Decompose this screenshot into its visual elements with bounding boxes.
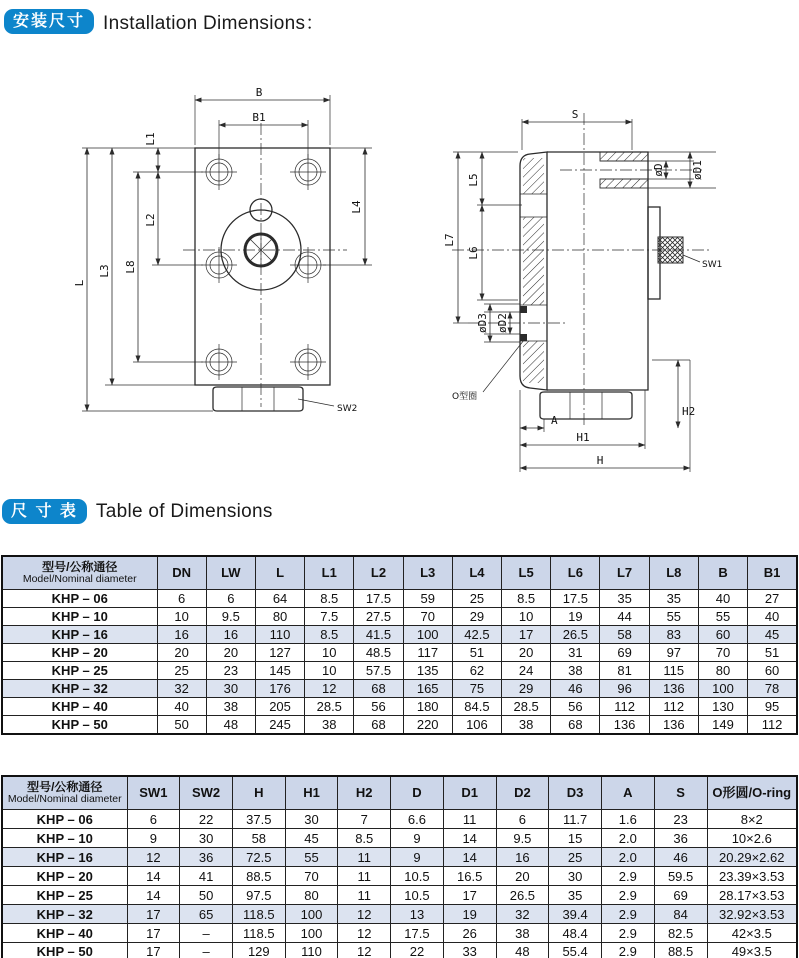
table-row	[2, 680, 797, 698]
value-cell: 51	[452, 644, 501, 662]
table-row	[2, 590, 797, 608]
value-cell: 55.4	[549, 943, 602, 958]
value-cell: 81	[600, 662, 649, 680]
value-cell: 11	[443, 810, 496, 829]
value-cell: 6	[496, 810, 549, 829]
dim-label-h2: H2	[682, 405, 696, 418]
value-cell: 30	[549, 867, 602, 886]
value-cell: 6	[127, 810, 180, 829]
value-cell: 97	[649, 644, 698, 662]
sw1-nut	[658, 237, 683, 263]
value-cell: 56	[551, 698, 600, 716]
model-cell: KHP – 40	[2, 924, 127, 943]
value-cell: 9.5	[206, 608, 255, 626]
dim-label-l5: L5	[467, 173, 480, 187]
o-ring-label: O型圈	[452, 392, 478, 402]
dim-label-b1: B1	[252, 111, 266, 124]
value-cell: 28.5	[305, 698, 354, 716]
value-cell: 17	[127, 943, 180, 958]
value-cell: 70	[285, 867, 338, 886]
value-cell: 16	[496, 848, 549, 867]
value-cell: 72.5	[232, 848, 285, 867]
value-cell: 20.29×2.62	[707, 848, 797, 867]
table-row	[2, 608, 797, 626]
value-cell: 30	[206, 680, 255, 698]
column-header: DN	[157, 556, 206, 590]
value-cell: 2.0	[601, 848, 654, 867]
value-cell: 165	[403, 680, 452, 698]
value-cell: 16	[157, 626, 206, 644]
model-cell: KHP – 50	[2, 716, 157, 734]
value-cell: 39.4	[549, 905, 602, 924]
model-cell: KHP – 06	[2, 810, 127, 829]
installation-dimensions-drawing	[0, 55, 799, 495]
value-cell: 49×3.5	[707, 943, 797, 958]
value-cell: 40	[157, 698, 206, 716]
value-cell: 97.5	[232, 886, 285, 905]
column-header: S	[654, 776, 707, 810]
column-header: H2	[338, 776, 391, 810]
model-cell: KHP – 32	[2, 905, 127, 924]
dim-label-sw2: SW2	[337, 404, 358, 414]
value-cell: 42.5	[452, 626, 501, 644]
value-cell: 24	[502, 662, 551, 680]
value-cell: 2.9	[601, 867, 654, 886]
value-cell: 100	[285, 924, 338, 943]
value-cell: 6	[206, 590, 255, 608]
value-cell: 17	[127, 905, 180, 924]
value-cell: 26	[443, 924, 496, 943]
value-cell: 96	[600, 680, 649, 698]
dim-label-l7: L7	[443, 233, 456, 247]
column-header: B1	[748, 556, 797, 590]
value-cell: 145	[255, 662, 304, 680]
value-cell: 55	[285, 848, 338, 867]
value-cell: 1.6	[601, 810, 654, 829]
value-cell: 59.5	[654, 867, 707, 886]
value-cell: 115	[649, 662, 698, 680]
value-cell: 59	[403, 590, 452, 608]
value-cell: 13	[391, 905, 444, 924]
column-header: LW	[206, 556, 255, 590]
value-cell: 12	[338, 943, 391, 958]
value-cell: 2.9	[601, 924, 654, 943]
value-cell: 69	[600, 644, 649, 662]
dim-label-d3: øD3	[476, 313, 489, 333]
value-cell: 40	[748, 608, 797, 626]
section-header-table	[2, 499, 273, 524]
column-header: SW2	[180, 776, 233, 810]
dim-label-d: øD	[652, 163, 665, 177]
value-cell: 12	[127, 848, 180, 867]
dim-label-s: S	[571, 108, 579, 121]
dim-label-b: B	[255, 86, 263, 99]
value-cell: 29	[502, 680, 551, 698]
value-cell: 23	[654, 810, 707, 829]
column-header: L6	[551, 556, 600, 590]
column-header: L8	[649, 556, 698, 590]
model-cell: KHP – 50	[2, 943, 127, 958]
section-title: Table of Dimensions	[95, 500, 273, 522]
dim-label-l2: L2	[144, 213, 157, 227]
value-cell: 180	[403, 698, 452, 716]
value-cell: 30	[285, 810, 338, 829]
dim-label-l3: L3	[98, 264, 111, 278]
value-cell: 36	[180, 848, 233, 867]
value-cell: 23	[206, 662, 255, 680]
value-cell: 56	[354, 698, 403, 716]
value-cell: 25	[452, 590, 501, 608]
value-cell: 33	[443, 943, 496, 958]
value-cell: 8.5	[305, 626, 354, 644]
value-cell: 48.4	[549, 924, 602, 943]
value-cell: 80	[698, 662, 747, 680]
value-cell: 32.92×3.53	[707, 905, 797, 924]
model-cell: KHP – 20	[2, 644, 157, 662]
dim-label-d2: øD2	[496, 313, 509, 333]
table-row	[2, 626, 797, 644]
value-cell: 11.7	[549, 810, 602, 829]
value-cell: 68	[354, 716, 403, 734]
column-header: B	[698, 556, 747, 590]
value-cell: 41	[180, 867, 233, 886]
value-cell: 20	[496, 867, 549, 886]
model-column-header: 型号/公称通径 Model/Nominal diameter	[2, 556, 157, 590]
value-cell: 9	[391, 829, 444, 848]
value-cell: 2.9	[601, 943, 654, 958]
value-cell: 205	[255, 698, 304, 716]
value-cell: 19	[443, 905, 496, 924]
value-cell: 220	[403, 716, 452, 734]
value-cell: 9	[127, 829, 180, 848]
value-cell: 20	[157, 644, 206, 662]
value-cell: 11	[338, 867, 391, 886]
value-cell: 17	[443, 886, 496, 905]
value-cell: 112	[600, 698, 649, 716]
value-cell: 2.0	[601, 829, 654, 848]
column-header: H	[232, 776, 285, 810]
value-cell: 40	[698, 590, 747, 608]
value-cell: 17	[127, 924, 180, 943]
column-header: D1	[443, 776, 496, 810]
value-cell: 100	[285, 905, 338, 924]
value-cell: 112	[649, 698, 698, 716]
column-header: L2	[354, 556, 403, 590]
value-cell: 14	[127, 867, 180, 886]
model-cell: KHP – 10	[2, 608, 157, 626]
table-row	[2, 810, 797, 829]
column-header: O形圆/O-ring	[707, 776, 797, 810]
value-cell: 41.5	[354, 626, 403, 644]
value-cell: 88.5	[232, 867, 285, 886]
value-cell: 68	[354, 680, 403, 698]
value-cell: 84.5	[452, 698, 501, 716]
value-cell: 8.5	[305, 590, 354, 608]
value-cell: 58	[600, 626, 649, 644]
hex-nut-front	[213, 387, 303, 411]
value-cell: 8.5	[502, 590, 551, 608]
value-cell: 149	[698, 716, 747, 734]
column-header: L3	[403, 556, 452, 590]
value-cell: 60	[698, 626, 747, 644]
value-cell: 48	[496, 943, 549, 958]
value-cell: 50	[157, 716, 206, 734]
value-cell: 176	[255, 680, 304, 698]
o-ring-section	[520, 334, 527, 341]
value-cell: 16.5	[443, 867, 496, 886]
column-header: L1	[305, 556, 354, 590]
value-cell: 38	[551, 662, 600, 680]
value-cell: 55	[698, 608, 747, 626]
value-cell: 14	[127, 886, 180, 905]
dim-label-d1: øD1	[691, 160, 704, 180]
value-cell: 130	[698, 698, 747, 716]
value-cell: 48.5	[354, 644, 403, 662]
value-cell: 25	[549, 848, 602, 867]
value-cell: 29	[452, 608, 501, 626]
value-cell: 35	[649, 590, 698, 608]
value-cell: 11	[338, 886, 391, 905]
value-cell: 8.5	[338, 829, 391, 848]
value-cell: 70	[403, 608, 452, 626]
value-cell: 46	[654, 848, 707, 867]
column-header: L7	[600, 556, 649, 590]
front-view-drawing	[73, 86, 372, 414]
value-cell: 22	[391, 943, 444, 958]
value-cell: 7.5	[305, 608, 354, 626]
column-header: D2	[496, 776, 549, 810]
value-cell: 136	[649, 716, 698, 734]
value-cell: 28.5	[502, 698, 551, 716]
value-cell: 110	[285, 943, 338, 958]
value-cell: 26.5	[496, 886, 549, 905]
value-cell: 135	[403, 662, 452, 680]
table-row	[2, 662, 797, 680]
value-cell: 17.5	[551, 590, 600, 608]
value-cell: 136	[600, 716, 649, 734]
value-cell: 30	[180, 829, 233, 848]
value-cell: 106	[452, 716, 501, 734]
value-cell: 46	[551, 680, 600, 698]
value-cell: 17.5	[391, 924, 444, 943]
value-cell: 20	[502, 644, 551, 662]
value-cell: 55	[649, 608, 698, 626]
value-cell: 6	[157, 590, 206, 608]
model-cell: KHP – 20	[2, 867, 127, 886]
value-cell: 10	[502, 608, 551, 626]
value-cell: 129	[232, 943, 285, 958]
value-cell: 117	[403, 644, 452, 662]
value-cell: 7	[338, 810, 391, 829]
dim-label-sw1: SW1	[702, 260, 723, 270]
model-column-header: 型号/公称通径 Model/Nominal diameter	[2, 776, 127, 810]
value-cell: 17.5	[354, 590, 403, 608]
column-header: SW1	[127, 776, 180, 810]
value-cell: 20	[206, 644, 255, 662]
value-cell: 48	[206, 716, 255, 734]
value-cell: 15	[549, 829, 602, 848]
table-row	[2, 886, 797, 905]
dim-label-h1: H1	[576, 431, 590, 444]
value-cell: 10	[305, 662, 354, 680]
value-cell: 9	[391, 848, 444, 867]
dim-label-l: L	[73, 279, 86, 287]
model-cell: KHP – 40	[2, 698, 157, 716]
value-cell: 16	[206, 626, 255, 644]
table-row	[2, 698, 797, 716]
value-cell: 32	[157, 680, 206, 698]
value-cell: 112	[748, 716, 797, 734]
value-cell: 17	[502, 626, 551, 644]
value-cell: 57.5	[354, 662, 403, 680]
value-cell: 45	[285, 829, 338, 848]
value-cell: 26.5	[551, 626, 600, 644]
value-cell: 38	[206, 698, 255, 716]
value-cell: 118.5	[232, 905, 285, 924]
value-cell: 75	[452, 680, 501, 698]
value-cell: 14	[443, 848, 496, 867]
column-header: H1	[285, 776, 338, 810]
value-cell: 136	[649, 680, 698, 698]
value-cell: 2.9	[601, 905, 654, 924]
column-header: D3	[549, 776, 602, 810]
value-cell: 31	[551, 644, 600, 662]
model-cell: KHP – 16	[2, 626, 157, 644]
dimensions-table-2	[1, 775, 798, 958]
value-cell: 12	[338, 905, 391, 924]
value-cell: 88.5	[654, 943, 707, 958]
dim-label-l4: L4	[350, 200, 363, 214]
value-cell: 78	[748, 680, 797, 698]
value-cell: 100	[698, 680, 747, 698]
model-cell: KHP – 10	[2, 829, 127, 848]
value-cell: 82.5	[654, 924, 707, 943]
value-cell: 10.5	[391, 886, 444, 905]
value-cell: 8×2	[707, 810, 797, 829]
dimensions-table-1	[1, 555, 798, 735]
column-header: L	[255, 556, 304, 590]
value-cell: 127	[255, 644, 304, 662]
column-header: L5	[502, 556, 551, 590]
model-cell: KHP – 25	[2, 662, 157, 680]
value-cell: 84	[654, 905, 707, 924]
model-cell: KHP – 25	[2, 886, 127, 905]
value-cell: 58	[232, 829, 285, 848]
value-cell: 100	[403, 626, 452, 644]
dim-label-a: A	[551, 414, 558, 427]
value-cell: 80	[285, 886, 338, 905]
section-header-installation	[4, 8, 325, 35]
value-cell: 65	[180, 905, 233, 924]
value-cell: 69	[654, 886, 707, 905]
value-cell: 36	[654, 829, 707, 848]
value-cell: 44	[600, 608, 649, 626]
value-cell: 35	[549, 886, 602, 905]
table-row	[2, 829, 797, 848]
column-header: L4	[452, 556, 501, 590]
value-cell: 80	[255, 608, 304, 626]
column-header: D	[391, 776, 444, 810]
value-cell: 10.5	[391, 867, 444, 886]
value-cell: 28.17×3.53	[707, 886, 797, 905]
o-ring-section	[520, 306, 527, 313]
value-cell: 12	[305, 680, 354, 698]
value-cell: 2.9	[601, 886, 654, 905]
side-view-drawing	[443, 108, 722, 472]
value-cell: 37.5	[232, 810, 285, 829]
value-cell: 10	[157, 608, 206, 626]
value-cell: 19	[551, 608, 600, 626]
value-cell: 68	[551, 716, 600, 734]
value-cell: 95	[748, 698, 797, 716]
value-cell: 245	[255, 716, 304, 734]
value-cell: 22	[180, 810, 233, 829]
table-row	[2, 848, 797, 867]
value-cell: 38	[502, 716, 551, 734]
model-cell: KHP – 32	[2, 680, 157, 698]
value-cell: 10×2.6	[707, 829, 797, 848]
value-cell: 9.5	[496, 829, 549, 848]
value-cell: 23.39×3.53	[707, 867, 797, 886]
value-cell: 38	[305, 716, 354, 734]
value-cell: 110	[255, 626, 304, 644]
value-cell: 60	[748, 662, 797, 680]
table-row	[2, 867, 797, 886]
value-cell: 62	[452, 662, 501, 680]
dim-label-l1: L1	[144, 132, 157, 146]
table-row	[2, 716, 797, 734]
section-badge: 安装尺寸	[4, 9, 94, 34]
value-cell: 14	[443, 829, 496, 848]
value-cell: 83	[649, 626, 698, 644]
column-header: A	[601, 776, 654, 810]
value-cell: 64	[255, 590, 304, 608]
section-badge: 尺 寸 表	[2, 499, 87, 524]
value-cell: 25	[157, 662, 206, 680]
dim-label-l8: L8	[124, 260, 137, 274]
dim-label-h: H	[596, 454, 604, 467]
value-cell: 51	[748, 644, 797, 662]
value-cell: 11	[338, 848, 391, 867]
value-cell: 27.5	[354, 608, 403, 626]
model-cell: KHP – 06	[2, 590, 157, 608]
value-cell: 50	[180, 886, 233, 905]
table-row	[2, 905, 797, 924]
section-title: Installation Dimensions：	[103, 13, 325, 34]
value-cell: 70	[698, 644, 747, 662]
table-row	[2, 644, 797, 662]
table-row	[2, 924, 797, 943]
value-cell: 32	[496, 905, 549, 924]
value-cell: 38	[496, 924, 549, 943]
table-row	[2, 943, 797, 958]
value-cell: 45	[748, 626, 797, 644]
value-cell: 42×3.5	[707, 924, 797, 943]
value-cell: –	[180, 924, 233, 943]
dim-label-l6: L6	[467, 246, 480, 260]
value-cell: 35	[600, 590, 649, 608]
value-cell: 118.5	[232, 924, 285, 943]
model-cell: KHP – 16	[2, 848, 127, 867]
value-cell: 27	[748, 590, 797, 608]
value-cell: –	[180, 943, 233, 958]
value-cell: 6.6	[391, 810, 444, 829]
value-cell: 10	[305, 644, 354, 662]
value-cell: 12	[338, 924, 391, 943]
